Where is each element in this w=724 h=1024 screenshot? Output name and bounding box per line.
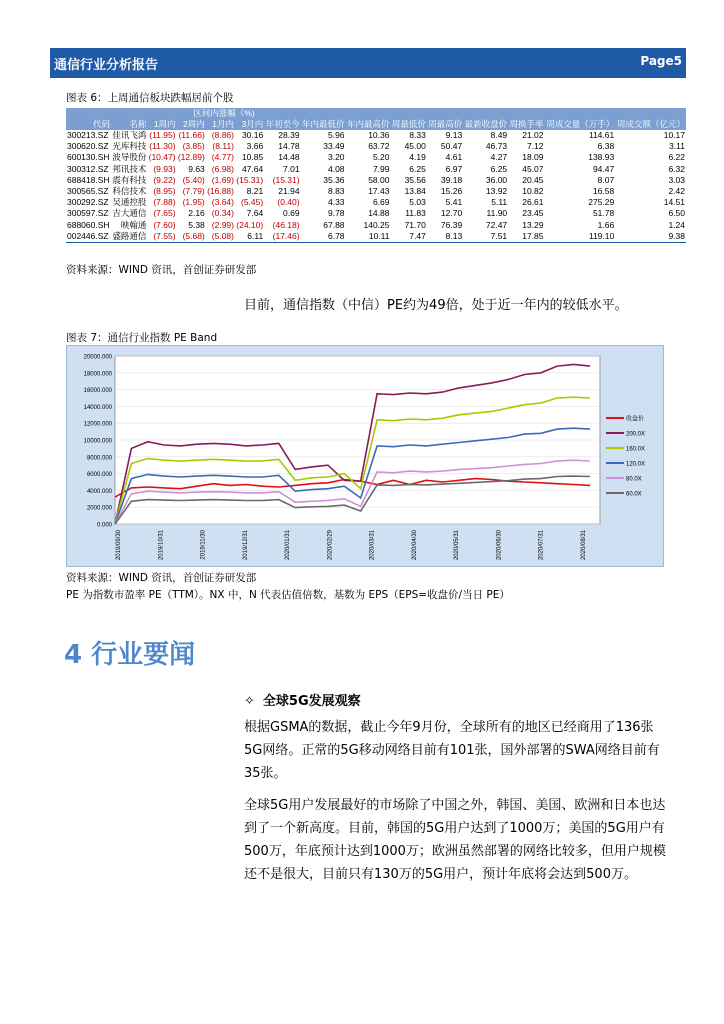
table-cell: 35.36	[323, 174, 345, 185]
y-tick-label: 2000.000	[86, 505, 112, 512]
table-cell: 3.20	[327, 152, 345, 163]
news-paragraph-1: 根据GSMA的数据，截止今年9月份，全球所有的地区已经商用了136张5G网络。正常的5G移动网络目前有101张，国外部署的SWA网络目前有35张。	[244, 720, 660, 781]
x-tick-label: 2019/10/31	[158, 530, 165, 561]
table-cell: 300597.SZ	[67, 208, 109, 219]
table-cell: 14.78	[278, 141, 300, 152]
table-cell: (5.68)	[177, 231, 206, 243]
x-tick-label: 2020/07/31	[538, 530, 545, 561]
table-cell: 300565.SZ	[67, 186, 109, 197]
table-cell: (8.95)	[153, 186, 176, 197]
table-cell: 51.78	[592, 208, 615, 219]
table-cell: (7.55)	[147, 231, 176, 243]
table-cell: 33.49	[323, 141, 345, 152]
table-cell: 10.17	[663, 130, 685, 140]
x-tick-label: 2020/02/29	[327, 530, 334, 561]
legend-label: 120.0X	[626, 461, 646, 468]
table-cell: 300620.SZ	[67, 141, 109, 152]
x-tick-label: 2019/12/31	[242, 530, 249, 561]
column-header: 名称	[111, 119, 147, 130]
y-tick-label: 0.000	[96, 522, 112, 529]
y-tick-label: 4000.000	[86, 488, 112, 495]
table-cell: 1.66	[597, 219, 615, 230]
table-cell: 23.45	[522, 208, 544, 219]
table-cell: 5.03	[409, 197, 426, 208]
legend-label: 160.0X	[626, 446, 646, 453]
table-cell: 5.96	[327, 130, 345, 140]
page-number: Page5	[640, 54, 682, 68]
table-cell: 8.49	[490, 130, 508, 140]
table-cell: 8.13	[427, 231, 463, 243]
fig7-source: 资料来源：WIND 资讯，首创证券研发部	[66, 572, 257, 584]
table-cell: 5.41	[445, 197, 463, 208]
table-cell: 17.43	[368, 186, 390, 197]
table-cell: 5.38	[188, 219, 205, 230]
table-cell: 76.39	[440, 219, 463, 230]
table-cell: 8.83	[327, 186, 345, 197]
table-cell: (8.86)	[211, 130, 234, 140]
table-header-row	[66, 119, 686, 130]
table-cell: 8.33	[409, 130, 426, 140]
report-header	[50, 48, 686, 78]
table-cell: 4.27	[490, 152, 508, 163]
legend-label: 收盘价	[626, 416, 645, 423]
news-bullet	[244, 690, 361, 709]
table-cell: 21.02	[522, 130, 544, 140]
table-cell: 6.25	[490, 163, 508, 174]
table-cell: 邦讯技术	[112, 163, 147, 174]
fig7-caption: 图表 7：通信行业指数 PE Band	[66, 332, 218, 344]
table-cell: (0.40)	[277, 197, 300, 208]
pe-band-chart	[66, 345, 664, 567]
table-cell: 119.10	[545, 231, 616, 243]
table-row	[66, 164, 686, 175]
pe-summary: 目前，通信指数（中信）PE约为49倍，处于近一年内的较低水平。	[244, 298, 628, 313]
table-cell: 6.32	[668, 163, 685, 174]
table-cell: 6.25	[409, 163, 426, 174]
table-cell: 9.13	[445, 130, 463, 140]
table-row	[66, 220, 686, 231]
legend-label: 200.0X	[626, 431, 646, 438]
table-cell: (12.89)	[177, 152, 205, 163]
table-row	[66, 186, 686, 197]
table-cell: (17.46)	[264, 231, 300, 243]
table-cell: 6.97	[445, 163, 463, 174]
table-cell: 映翰通	[120, 219, 147, 230]
table-cell: 72.47	[485, 219, 508, 230]
table-cell: 30.16	[241, 130, 264, 140]
table-cell: 10.82	[522, 186, 544, 197]
table-cell: (3.85)	[182, 141, 205, 152]
fig7-note: PE 为指数市盈率 PE（TTM）。NX 中，N 代表估值倍数，基数为 EPS（EPS=收盘价/当日 PE）	[66, 589, 510, 601]
table-cell: 36.00	[485, 174, 508, 185]
table-cell: (46.18)	[272, 219, 300, 230]
table-cell: 12.70	[440, 208, 463, 219]
table-cell: (0.34)	[211, 208, 234, 219]
table-cell: (1.95)	[182, 197, 205, 208]
group-header: 区间内涨幅（%)	[147, 108, 300, 119]
table-cell: 28.39	[278, 130, 300, 140]
table-cell: 3.11	[669, 141, 685, 152]
table-cell: 2.42	[668, 186, 685, 197]
table-cell: 4.61	[445, 152, 463, 163]
table-row	[66, 208, 686, 219]
table-cell: (5.40)	[182, 174, 205, 185]
table-cell: 17.85	[508, 231, 544, 243]
y-tick-label: 20000.000	[83, 354, 112, 361]
y-tick-label: 18000.000	[83, 371, 112, 378]
table-cell: 13.92	[485, 186, 508, 197]
diamond-star-icon: ✧	[244, 694, 255, 709]
table-cell: 9.38	[615, 231, 686, 243]
table-cell: 58.00	[368, 174, 390, 185]
legend-label: 60.0X	[626, 491, 642, 498]
table-cell: 600130.SH	[67, 152, 110, 163]
table-cell: 佳讯飞鸿	[112, 130, 147, 140]
table-cell: 300292.SZ	[67, 197, 109, 208]
report-title: 通信行业分析报告	[54, 58, 159, 73]
table-row	[66, 130, 686, 141]
table-cell: 11.90	[486, 208, 508, 219]
table-cell: (4.77)	[211, 152, 234, 163]
table-cell: (7.60)	[153, 219, 176, 230]
y-tick-label: 6000.000	[86, 472, 112, 479]
table-cell: 9.78	[327, 208, 345, 219]
table-cell: 6.22	[668, 152, 685, 163]
table-cell: (5.08)	[206, 231, 235, 243]
table-cell: 8.07	[597, 174, 615, 185]
table-cell: 63.72	[368, 141, 390, 152]
x-tick-label: 2019/09/30	[116, 530, 122, 561]
table-cell: 3.03	[668, 174, 685, 185]
table-cell: 1.24	[668, 219, 685, 230]
table-cell: 4.33	[327, 197, 345, 208]
x-tick-label: 2019/11/30	[200, 530, 207, 560]
table-cell: 7.01	[283, 163, 300, 174]
table-cell: (9.93)	[153, 163, 176, 174]
y-tick-label: 12000.000	[83, 421, 112, 428]
table-cell: 6.78	[301, 231, 346, 243]
table-cell: 14.88	[368, 208, 390, 219]
table-cell: (11.66)	[178, 130, 205, 140]
table-cell: 震有科技	[112, 174, 147, 185]
table-cell: 9.63	[188, 163, 205, 174]
table-cell: (16.88)	[207, 186, 234, 197]
column-header: 周成交量（万手）	[546, 119, 615, 129]
table-cell: 300213.SZ	[67, 130, 109, 140]
table-cell: 688418.SH	[67, 174, 110, 185]
legend-label: 80.0X	[626, 476, 642, 483]
table-cell: 光库科技	[112, 141, 147, 152]
table-cell: 3.66	[246, 141, 264, 152]
table-cell: 5.20	[372, 152, 390, 163]
table-cell: (8.11)	[212, 141, 234, 152]
table-cell: 71.70	[404, 219, 426, 230]
table-cell: 10.85	[241, 152, 264, 163]
column-header: 1月内	[206, 119, 235, 130]
table-cell: (15.31)	[236, 174, 264, 185]
table-cell: (15.31)	[272, 174, 300, 185]
table-cell: 94.47	[592, 163, 615, 174]
table-cell: 47.64	[241, 163, 264, 174]
table-cell: 45.07	[522, 163, 544, 174]
table-cell: 138.93	[588, 152, 615, 163]
x-tick-label: 2020/01/31	[285, 530, 292, 561]
table-cell: (7.79)	[182, 186, 205, 197]
pe-band-svg	[67, 346, 663, 566]
table-cell: 15.26	[440, 186, 463, 197]
table-cell: (7.65)	[153, 208, 176, 219]
column-header: 年初至今	[265, 119, 300, 129]
table-row	[66, 197, 686, 208]
table-cell: (2.99)	[211, 219, 234, 230]
table-cell: (11.95)	[149, 130, 176, 140]
x-tick-label: 2020/04/30	[411, 530, 418, 561]
x-tick-label: 2020/05/31	[454, 530, 461, 561]
table-row	[66, 175, 686, 186]
table-cell: 35.56	[404, 174, 426, 185]
column-header: 周换手率	[509, 119, 544, 129]
column-header: 周最低价	[391, 119, 426, 129]
table-cell: 002446.SZ	[66, 231, 111, 243]
table-cell: 科信技术	[112, 186, 147, 197]
table-cell: 50.47	[440, 141, 463, 152]
table-cell: 6.69	[372, 197, 390, 208]
table-cell: 46.73	[485, 141, 508, 152]
table-cell: 7.51	[463, 231, 508, 243]
table-cell: 688060.SH	[67, 219, 110, 230]
section-title: 4 行业要闻	[64, 640, 196, 670]
column-header: 年内最低价	[302, 119, 345, 129]
news-heading: 全球5G发展观察	[262, 694, 361, 709]
table-cell: 6.11	[235, 231, 264, 243]
table-cell: 7.12	[526, 141, 544, 152]
table-cell: (1.69)	[211, 174, 234, 185]
table-cell: 14.51	[663, 197, 685, 208]
table-cell: 7.99	[372, 163, 390, 174]
table-cell: 67.88	[323, 219, 345, 230]
table-cell: (6.98)	[211, 163, 234, 174]
table-cell: 10.11	[346, 231, 391, 243]
table-cell: 18.09	[522, 152, 544, 163]
column-header: 最新收盘价	[464, 119, 508, 129]
news-paragraph-2: 全球5G用户发展最好的市场除了中国之外，韩国、美国、欧洲和日本也达到了一个新高度。目前，韩国的5G用户达到了1000万；美国的5G用户有500万，年底预计达到1000万；欧洲虽然部署的网络比较多，但用户规模还不是很大，目前只有130万的5G用户，预计年底将会达到500万。	[244, 798, 666, 882]
table-cell: 16.58	[592, 186, 615, 197]
y-tick-label: 10000.000	[83, 438, 112, 445]
table-cell: 波导股份	[112, 152, 147, 163]
table-cell: 140.25	[363, 219, 390, 230]
table-cell: 7.47	[390, 231, 426, 243]
table-cell: (10.47)	[148, 152, 176, 163]
table-cell: 14.48	[278, 152, 300, 163]
table-cell: 26.61	[522, 197, 544, 208]
table-cell: 20.45	[522, 174, 544, 185]
table-cell: 13.29	[522, 219, 544, 230]
table-cell: 吴通控股	[112, 197, 147, 208]
table-cell: 6.50	[668, 208, 685, 219]
table-row	[66, 152, 686, 163]
table-cell: 13.84	[404, 186, 426, 197]
table-cell: 2.16	[188, 208, 205, 219]
table-cell: 45.00	[404, 141, 426, 152]
y-tick-label: 8000.000	[86, 455, 112, 462]
stock-table	[66, 108, 686, 243]
fig6-source: 资料来源：WIND 资讯，首创证券研发部	[66, 264, 257, 276]
table-cell: 6.38	[597, 141, 615, 152]
y-tick-label: 16000.000	[83, 388, 112, 395]
table-cell: 4.08	[327, 163, 345, 174]
column-header: 年内最高价	[346, 119, 390, 129]
table-cell: (9.22)	[153, 174, 176, 185]
table-cell: 21.94	[278, 186, 300, 197]
fig6-caption: 图表 6：上周通信板块跌幅居前个股	[66, 92, 234, 104]
table-cell: (24.10)	[236, 219, 264, 230]
table-cell: 5.11	[491, 197, 508, 208]
column-header: 周最高价	[428, 119, 463, 129]
table-cell: 吉大通信	[112, 208, 147, 219]
table-cell: 0.69	[283, 208, 300, 219]
table-cell: 300312.SZ	[67, 163, 109, 174]
table-cell: 10.36	[368, 130, 390, 140]
column-header: 周成交额（亿元）	[616, 119, 685, 129]
table-cell: 7.64	[246, 208, 264, 219]
column-header: 1周内	[147, 119, 176, 130]
column-header: 代码	[66, 119, 111, 130]
x-tick-label: 2020/08/31	[581, 530, 587, 561]
table-cell: (5.45)	[241, 197, 264, 208]
y-tick-label: 14000.000	[83, 404, 112, 411]
x-tick-label: 2020/06/30	[496, 530, 503, 561]
table-cell: 39.18	[440, 174, 463, 185]
column-header: 3月内	[235, 119, 264, 130]
column-header: 2周内	[177, 119, 206, 130]
x-tick-label: 2020/03/31	[369, 530, 376, 561]
table-cell: 4.19	[409, 152, 426, 163]
table-cell: 8.21	[246, 186, 264, 197]
table-row	[66, 231, 686, 243]
table-cell: (11.30)	[149, 141, 176, 152]
table-row	[66, 141, 686, 152]
table-cell: (7.88)	[153, 197, 176, 208]
table-cell: 114.61	[588, 130, 615, 140]
table-cell: (3.64)	[211, 197, 234, 208]
table-cell: 盛路通信	[112, 230, 147, 241]
table-cell: 11.83	[405, 208, 426, 219]
table-cell: 275.29	[588, 197, 615, 208]
